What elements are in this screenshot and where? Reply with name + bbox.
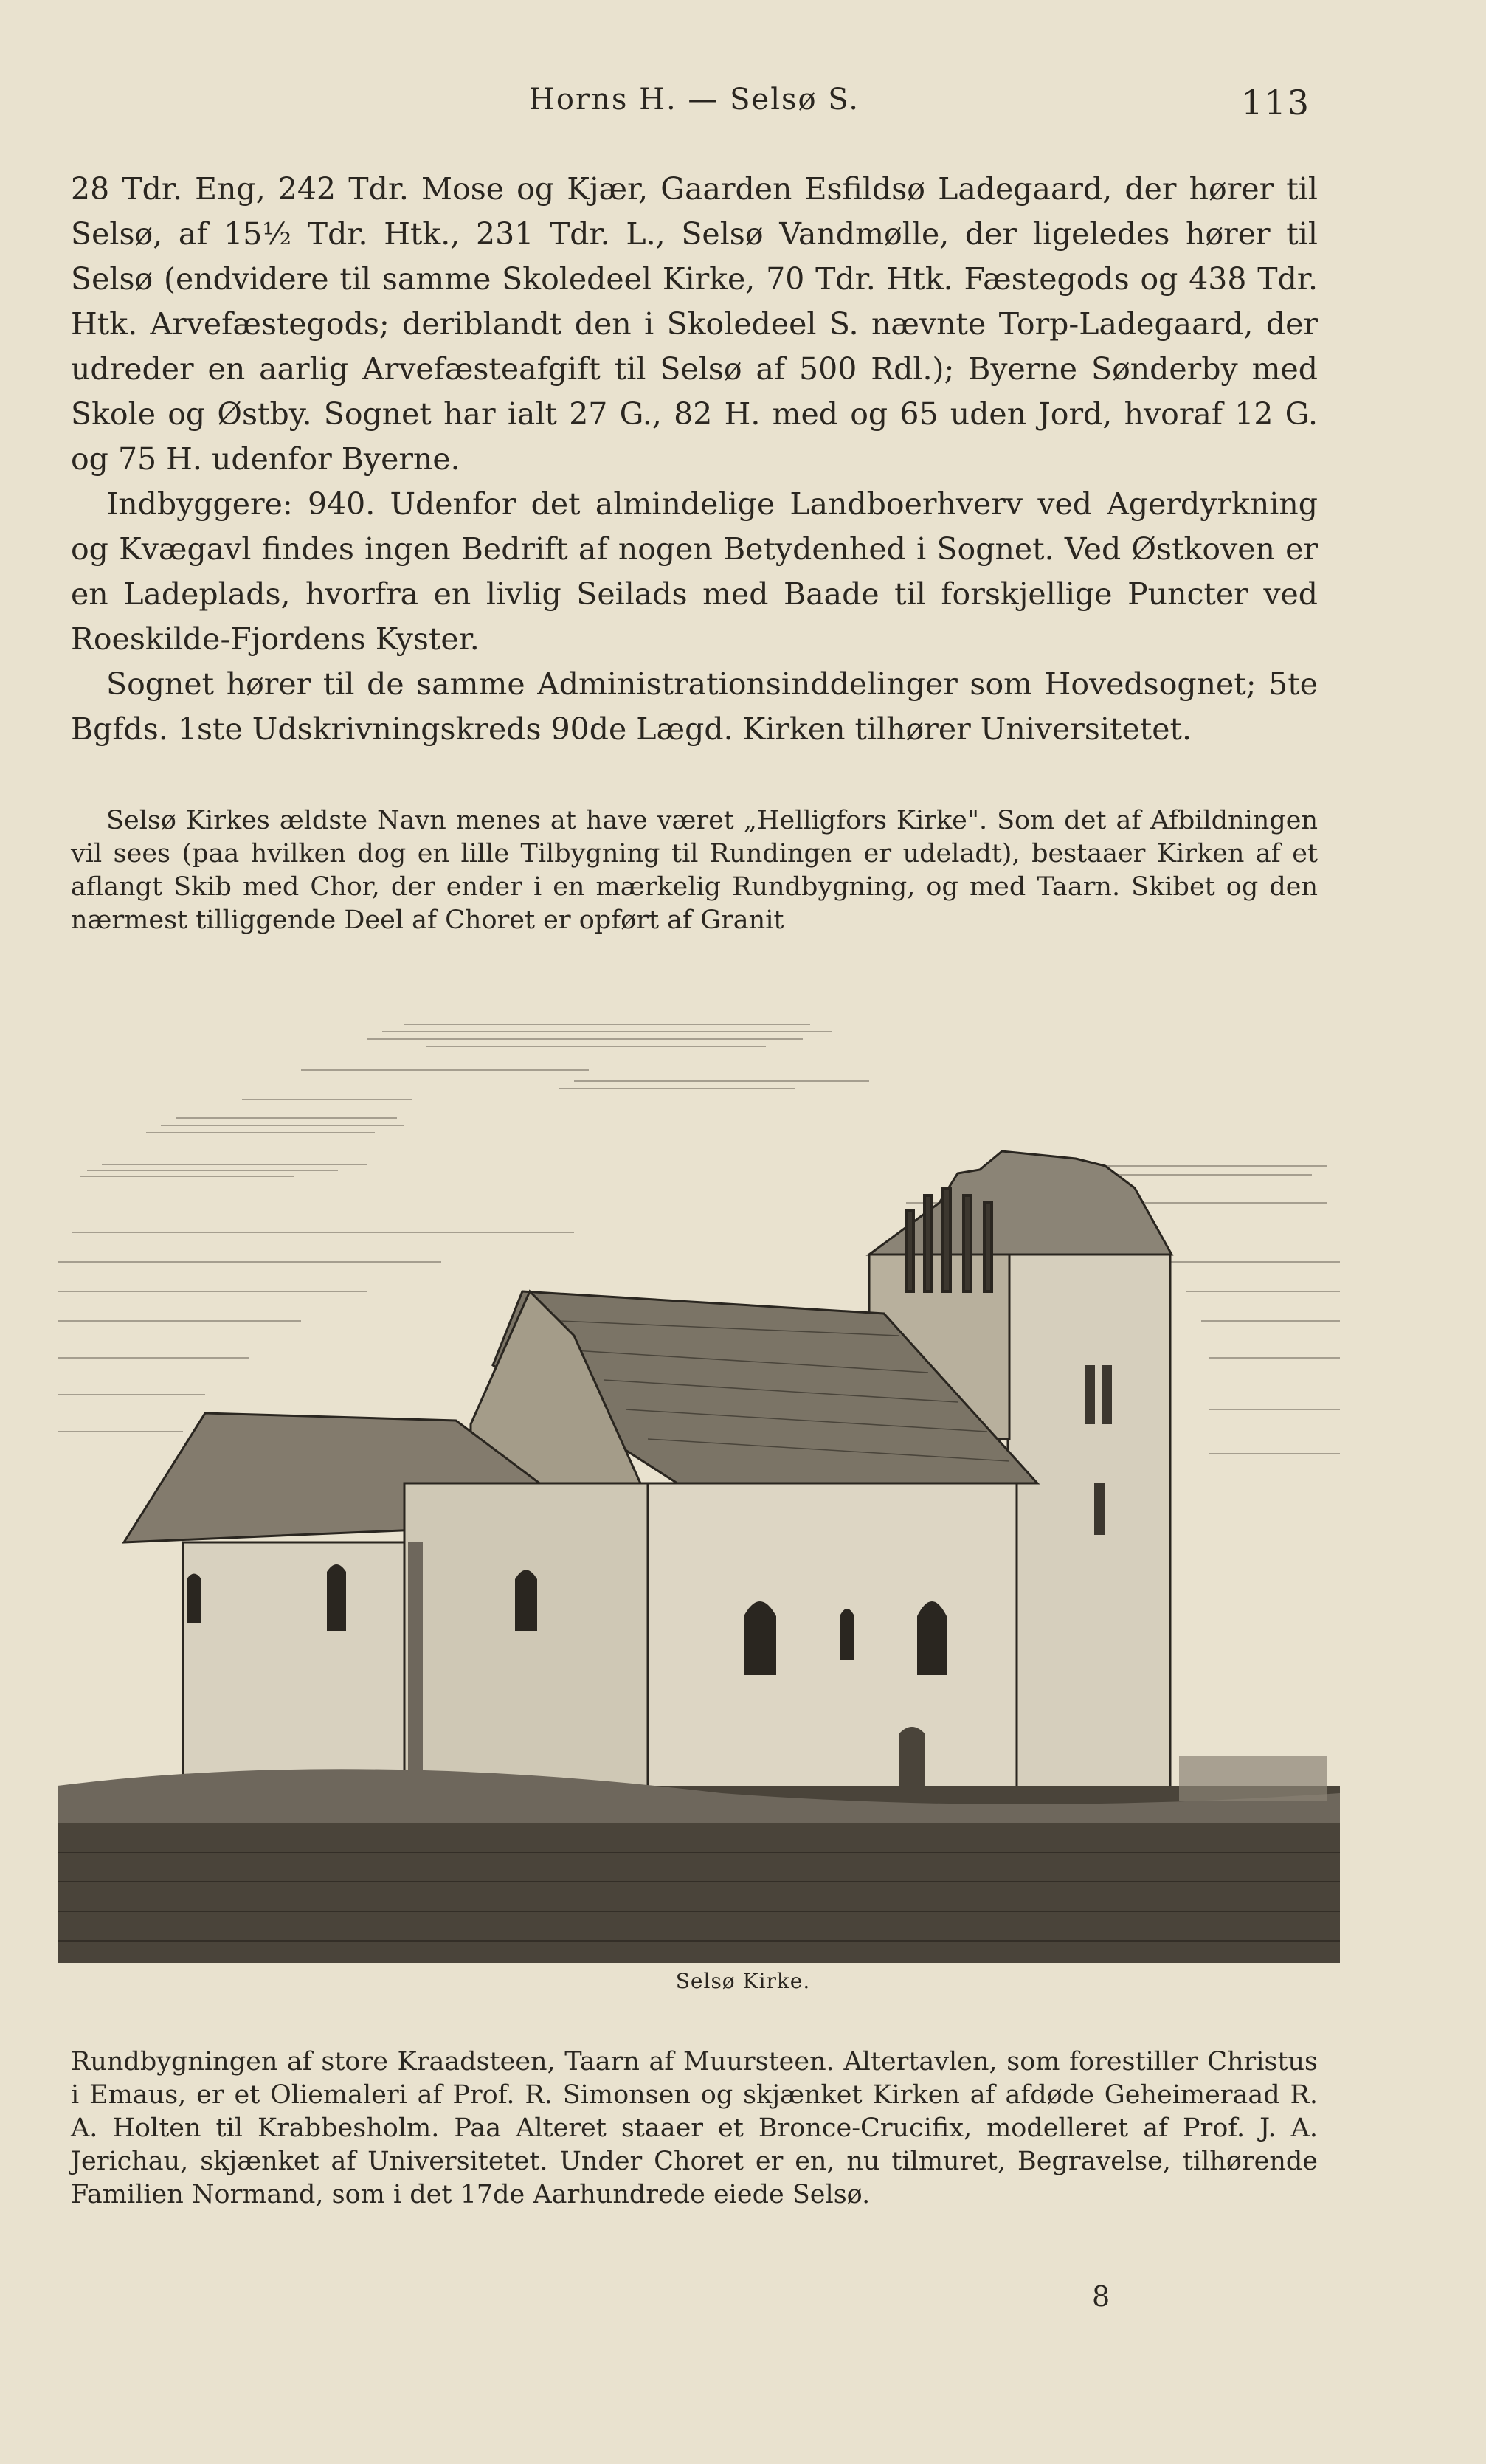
page-number: 113	[1241, 83, 1310, 122]
church-engraving	[58, 1011, 1340, 1963]
paragraph: Indbyggere: 940. Udenfor det almindelige Landboerhverv ved Agerdyrkning og Kvægavl findes ingen Bedrift af nogen Betydenhed i Sognet. Ved Østkoven er en Ladeplads, hvorfra en livlig Seilads med Baade til forskjellige Puncter ved Roeskilde-Fjordens Kyster.	[71, 486, 1318, 657]
church-illustration	[58, 1011, 1340, 1963]
note-paragraph: Rundbygningen af store Kraadsteen, Taarn af Muursteen. Altertavlen, som forestiller Christus i Emaus, er et Oliemaleri af Prof. R. Simonsen og skjænket Kirken af afdøde Geheimeraad R. A. Holten til Krabbesholm. Paa Alteret staaer et Bronce-Crucifix, modelleret af Prof. J. A. Jerichau, skjænket af Universitetet. Under Choret er en, nu tilmuret, Begravelse, tilhørende Familien Normand, som i det 17de Aarhundrede eiede Selsø.	[71, 2047, 1318, 2209]
signature-mark: 8	[1092, 2280, 1110, 2313]
running-head: Horns H. — Selsø S.	[529, 83, 860, 117]
illustration-caption: Selsø Kirke.	[675, 1969, 811, 1993]
paragraph: 28 Tdr. Eng, 242 Tdr. Mose og Kjær, Gaarden Esfildsø Ladegaard, der hører til Selsø, af 15½ Tdr. Htk., 231 Tdr. L., Selsø Vandmølle, der ligeledes hører til Selsø (endvidere til samme Skoledeel Kirke, 70 Tdr. Htk. Fæstegods og 438 Tdr. Htk. Arvefæstegods; deriblandt den i Skoledeel S. nævnte Torp-Ladegaard, der udreder en aarlig Arvefæsteafgift til Selsø af 500 Rdl.); Byerne Sønderby med Skole og Østby. Sognet har ialt 27 G., 82 H. med og 65 uden Jord, hvoraf 12 G. og 75 H. udenfor Byerne.	[71, 171, 1318, 477]
paragraph: Sognet hører til de samme Administrationsinddelinger som Hovedsognet; 5te Bgfds. 1ste Udskrivningskreds 90de Lægd. Kirken tilhører Universitetet.	[71, 666, 1318, 747]
continued-note	[71, 2046, 1318, 2212]
note-paragraph: Selsø Kirkes ældste Navn menes at have været „Helligfors Kirke". Som det af Afbildningen vil sees (paa hvilken dog en lille Tilbygning til Rundingen er udeladt), bestaaer Kirken af et aflangt Skib med Chor, der ender i en mærkelig Rundbygning, og med Taarn. Skibet og den nærmest tilliggende Deel af Choret er opført af Granit	[71, 806, 1318, 935]
page-header	[71, 83, 1318, 127]
small-print-note	[71, 804, 1318, 937]
main-text	[71, 167, 1318, 752]
nave-wall	[640, 1483, 1017, 1815]
